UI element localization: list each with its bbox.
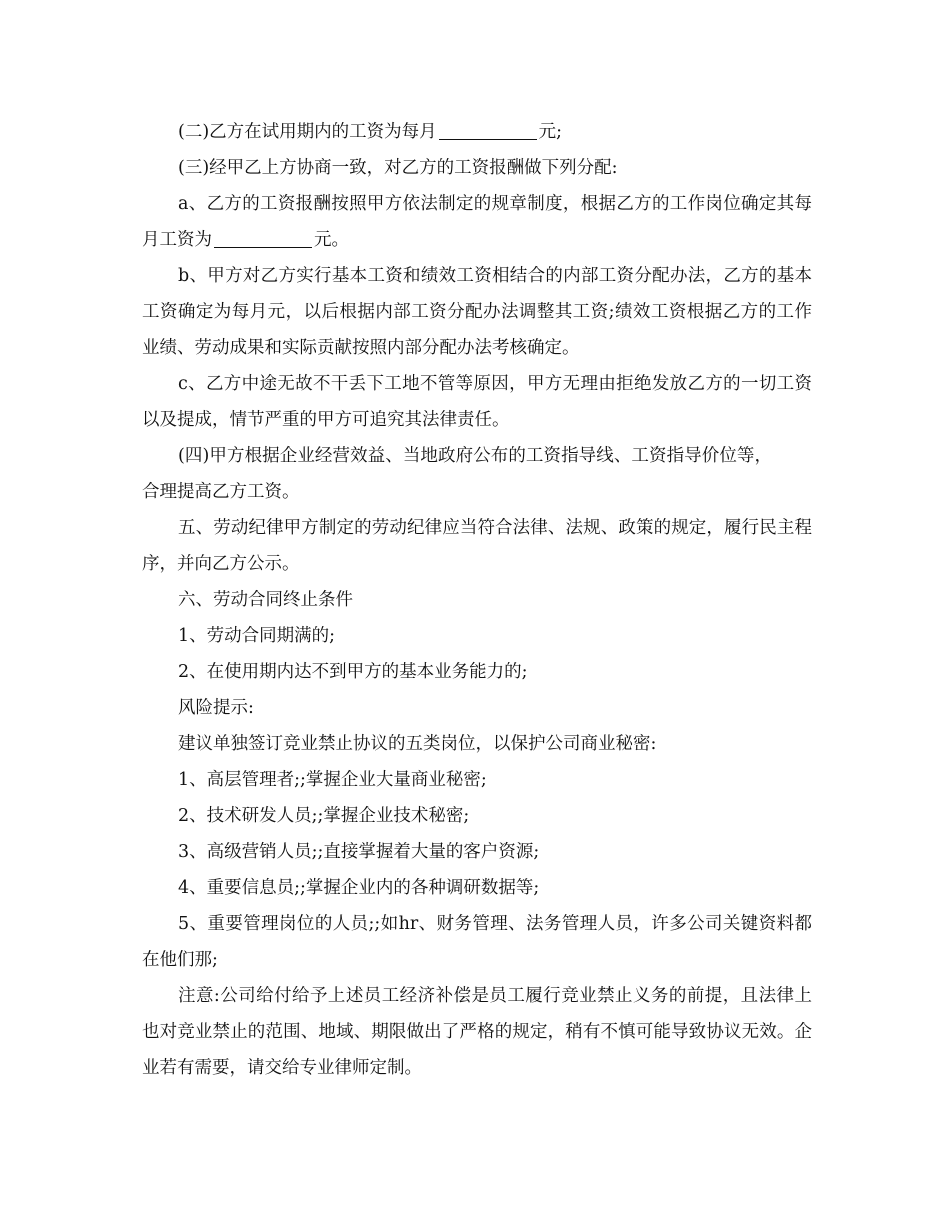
paragraph-text: 3、高级营销人员;;直接掌握着大量的客户资源;: [178, 842, 540, 862]
salary-blank-line: [439, 121, 537, 140]
paragraph-probation-salary: [142, 114, 812, 150]
paragraph-risk-item-3: [142, 834, 812, 870]
paragraph-text: 5、重要管理岗位的人员;;如hr、财务管理、法务管理人员，许多公司关键资料都在他们那;: [142, 914, 812, 970]
paragraph-text: 4、重要信息员;;掌握企业内的各种调研数据等;: [178, 878, 540, 898]
paragraph-risk-intro: [142, 726, 812, 762]
paragraph-text: 1、劳动合同期满的;: [178, 626, 336, 646]
paragraph-termination-2: [142, 654, 812, 690]
salary-blank-line: [214, 229, 312, 248]
paragraph-risk-item-5: [142, 906, 812, 978]
paragraph-text: (四)甲方根据企业经营效益、当地政府公布的工资指导线、工资指导价位等，合理提高乙方工资。: [142, 446, 772, 502]
paragraph-text: 1、高层管理者;;掌握企业大量商业秘密;: [178, 770, 487, 790]
paragraph-item-b: [142, 258, 812, 366]
paragraph-risk-item-1: [142, 762, 812, 798]
paragraph-risk-heading: [142, 690, 812, 726]
paragraph-risk-item-2: [142, 798, 812, 834]
paragraph-text: (二)乙方在试用期内的工资为每月: [178, 122, 437, 142]
paragraph-text: 五、劳动纪律甲方制定的劳动纪律应当符合法律、法规、政策的规定，履行民主程序，并向乙方公示。: [142, 518, 812, 574]
paragraph-text: 2、技术研发人员;;掌握企业技术秘密;: [178, 806, 470, 826]
paragraph-labor-discipline: [142, 510, 812, 582]
paragraph-text: 2、在使用期内达不到甲方的基本业务能力的;: [178, 662, 528, 682]
paragraph-notice: [142, 978, 812, 1086]
paragraph-text: c、乙方中途无故不干丢下工地不管等原因，甲方无理由拒绝发放乙方的一切工资以及提成，情节严重的甲方可追究其法律责任。: [142, 374, 812, 430]
paragraph-text: a、乙方的工资报酬按照甲方依法制定的规章制度，根据乙方的工作岗位确定其每月工资为: [142, 194, 812, 250]
paragraph-text: 六、劳动合同终止条件: [178, 590, 353, 610]
paragraph-termination-1: [142, 618, 812, 654]
document-body: [142, 114, 812, 1086]
paragraph-text: 元;: [538, 122, 563, 142]
paragraph-text: 元。: [314, 230, 349, 250]
paragraph-text: b、甲方对乙方实行基本工资和绩效工资相结合的内部工资分配办法，乙方的基本工资确定为每月元，以后根据内部工资分配办法调整其工资;绩效工资根据乙方的工作业绩、劳动成果和实际贡献按照内部分配办法考核确定。: [142, 266, 812, 358]
paragraph-salary-increase: [142, 438, 812, 510]
paragraph-termination-heading: [142, 582, 812, 618]
paragraph-text: 风险提示:: [178, 698, 254, 718]
paragraph-item-c: [142, 366, 812, 438]
paragraph-text: 注意:公司给付给予上述员工经济补偿是员工履行竞业禁止义务的前提，且法律上也对竞业禁止的范围、地域、期限做出了严格的规定，稍有不慎可能导致协议无效。企业若有需要，请交给专业律师定制。: [142, 986, 812, 1078]
paragraph-text: 建议单独签订竞业禁止协议的五类岗位，以保护公司商业秘密:: [178, 734, 657, 754]
paragraph-risk-item-4: [142, 870, 812, 906]
paragraph-item-a: [142, 186, 812, 258]
paragraph-salary-allocation: [142, 150, 812, 186]
paragraph-text: (三)经甲乙上方协商一致，对乙方的工资报酬做下列分配:: [178, 158, 618, 178]
